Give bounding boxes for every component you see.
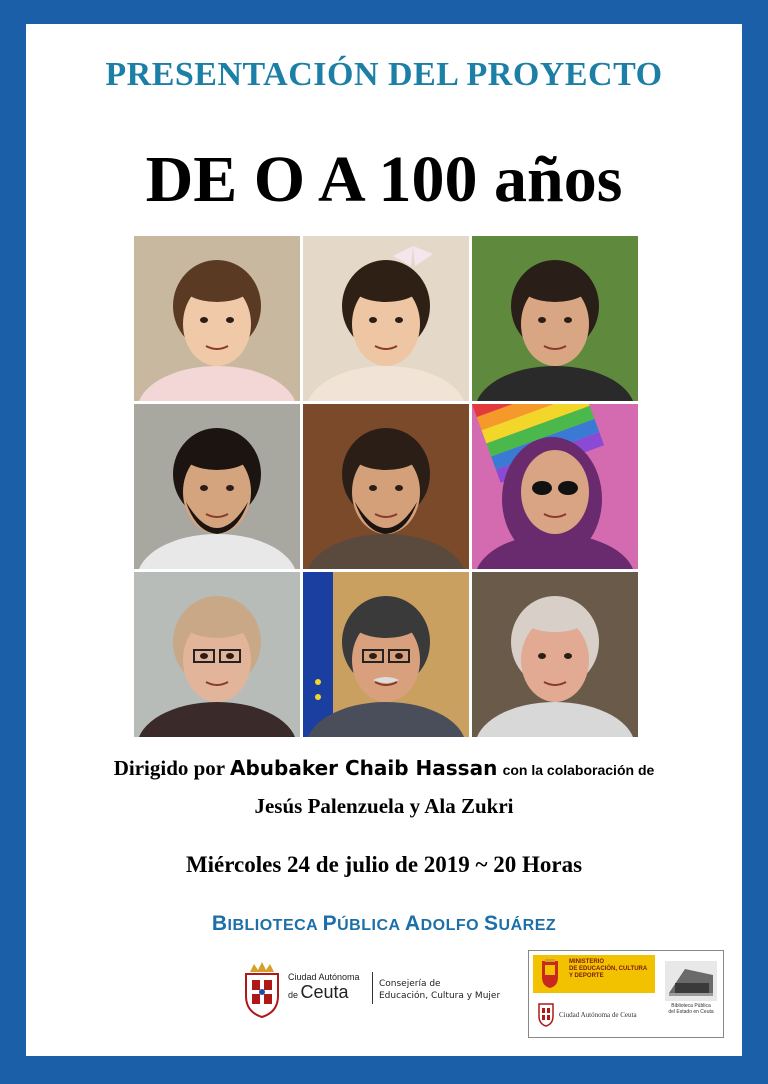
library-word-4-initial: S bbox=[484, 912, 499, 935]
ceuta-small-text: Ciudad Autónoma bbox=[288, 972, 360, 982]
library-logo-line-2: del Estado en Ceuta bbox=[668, 1009, 714, 1015]
library-word-4: UÁREZ bbox=[498, 917, 557, 934]
young-man-curly-hair-photo bbox=[134, 404, 300, 569]
library-logo-line-1: Biblioteca Pública bbox=[671, 1003, 711, 1009]
library-word-1-initial: B bbox=[211, 912, 228, 935]
collab-intro: con la colaboración de bbox=[502, 762, 655, 778]
collaborators: Jesús Palenzuela y Ala Zukri bbox=[254, 794, 514, 818]
girl-with-bow-photo bbox=[303, 236, 469, 401]
ceuta-shield-icon bbox=[242, 962, 282, 1018]
ceuta-de: de bbox=[288, 990, 299, 1000]
library-word-3: DOLFO bbox=[420, 917, 480, 934]
toddler-girl-photo bbox=[134, 236, 300, 401]
elderly-woman-glasses-photo bbox=[134, 572, 300, 737]
directed-line bbox=[26, 756, 742, 781]
ministry-line-1: MINISTERIO bbox=[569, 959, 605, 965]
bearded-man-shop-photo bbox=[303, 404, 469, 569]
ministry-logo-box bbox=[528, 950, 724, 1038]
ceuta-small-shield-icon bbox=[537, 1001, 555, 1027]
ceuta-name: Ceuta bbox=[300, 982, 349, 1002]
consejeria-line-2: Educación, Cultura y Mujer bbox=[379, 991, 501, 1001]
header-title: PRESENTACIÓN DEL PROYECTO bbox=[105, 56, 663, 93]
library-name bbox=[26, 912, 742, 936]
teen-boy-photo bbox=[472, 236, 638, 401]
ceuta-logo bbox=[242, 960, 532, 1020]
library-word-1: IBLIOTECA bbox=[227, 917, 318, 934]
poster bbox=[26, 24, 742, 1056]
main-title: DE O A 100 años bbox=[145, 143, 623, 216]
consejeria-text bbox=[379, 978, 500, 1002]
library-logo-text bbox=[663, 1003, 719, 1015]
director-name: Abubaker Chaib Hassan bbox=[230, 756, 498, 780]
ceuta-text bbox=[288, 972, 360, 1002]
library-word-2: ÚBLICA bbox=[337, 917, 400, 934]
woman-hijab-sunglasses-photo bbox=[472, 404, 638, 569]
elderly-man-photo bbox=[472, 572, 638, 737]
library-building-icon bbox=[665, 961, 717, 1001]
man-with-eu-flag-photo bbox=[303, 572, 469, 737]
library-word-3-initial: A bbox=[404, 912, 421, 935]
library-word-2-initial: P bbox=[322, 912, 338, 935]
logo-divider bbox=[372, 972, 373, 1004]
ministry-text bbox=[569, 959, 653, 980]
event-date: Miércoles 24 de julio de 2019 ~ 20 Horas bbox=[185, 852, 583, 877]
ministry-line-3: Y DEPORTE bbox=[569, 973, 604, 979]
photo-grid bbox=[134, 236, 638, 737]
ministry-line-2: DE EDUCACIÓN, CULTURA bbox=[569, 966, 648, 972]
spain-shield-icon bbox=[539, 957, 561, 989]
directed-prefix: Dirigido por bbox=[113, 756, 225, 780]
consejeria-line-1: Consejería de bbox=[379, 979, 441, 989]
ministry-ceuta-text: Ciudad Autónoma de Ceuta bbox=[559, 1011, 637, 1019]
